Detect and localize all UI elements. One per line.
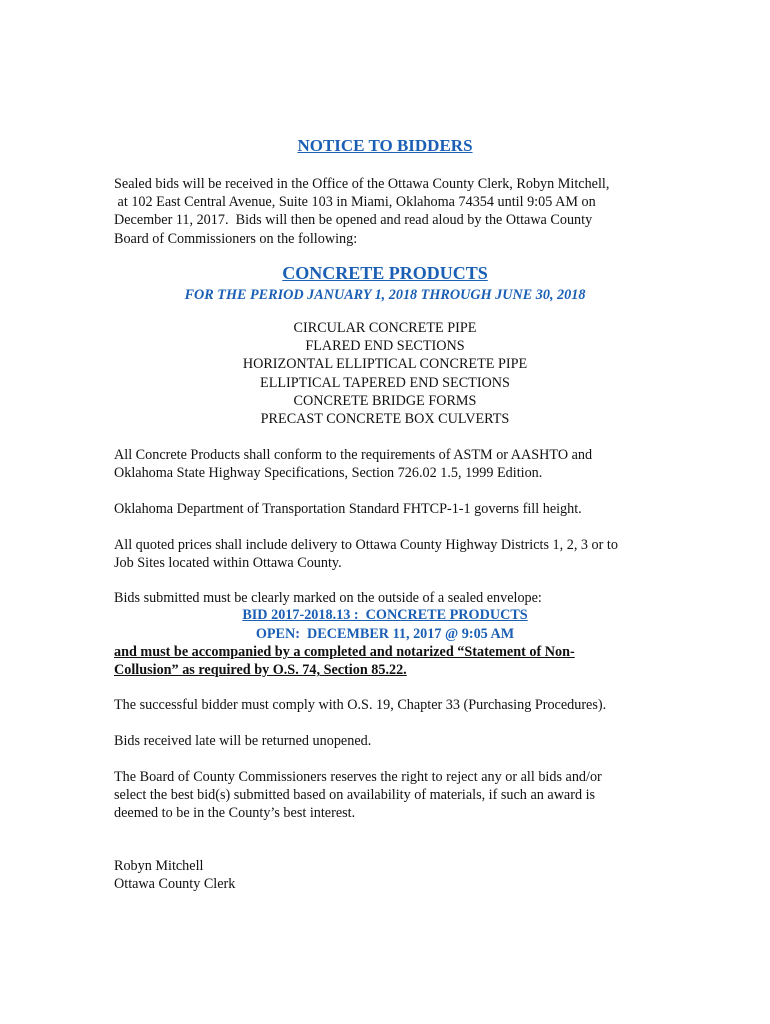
comply-line: The successful bidder must comply with O.S. 19, Chapter 33 (Purchasing Procedures). xyxy=(114,697,607,713)
signature-block xyxy=(114,857,662,893)
comply-paragraph xyxy=(114,696,662,714)
odot-paragraph xyxy=(114,500,662,518)
product-item: HORIZONTAL ELLIPTICAL CONCRETE PIPE xyxy=(242,356,528,373)
collusion-statement xyxy=(114,643,674,679)
bid-open-date: OPEN: DECEMBER 11, 2017 @ 9:05 AM xyxy=(255,626,515,642)
product-item: CIRCULAR CONCRETE PIPE xyxy=(293,320,477,336)
notice-title: NOTICE TO BIDDERS xyxy=(297,136,473,155)
collusion-line: and must be accompanied by a completed and notarized “Statement of Non- xyxy=(114,644,575,660)
intro-line: December 11, 2017. Bids will then be opened and read aloud by the Ottawa County xyxy=(114,212,593,229)
product-item: PRECAST CONCRETE BOX CULVERTS xyxy=(260,411,510,428)
delivery-line: All quoted prices shall include delivery to Ottawa County Highway Districts 1, 2, 3 or to xyxy=(114,537,618,553)
reserve-paragraph xyxy=(114,768,662,823)
late-paragraph xyxy=(114,732,662,750)
reserve-line: deemed to be in the County’s best interest. xyxy=(114,805,356,822)
product-item: FLARED END SECTIONS xyxy=(305,338,465,355)
bid-reference: BID 2017-2018.13 : CONCRETE PRODUCTS xyxy=(242,607,528,623)
late-line: Bids received late will be returned unopened. xyxy=(114,733,372,749)
intro-paragraph xyxy=(114,175,662,248)
product-item: ELLIPTICAL TAPERED END SECTIONS xyxy=(260,374,510,391)
delivery-line: Job Sites located within Ottawa County. xyxy=(114,555,342,572)
product-list xyxy=(0,319,770,428)
signature-title: Ottawa County Clerk xyxy=(114,876,236,893)
conform-line: All Concrete Products shall conform to the requirements of ASTM or AASHTO and xyxy=(114,447,593,463)
delivery-paragraph xyxy=(114,536,662,572)
subject-heading: CONCRETE PRODUCTS xyxy=(282,263,488,283)
product-item: CONCRETE BRIDGE FORMS xyxy=(293,392,477,409)
conform-line: Oklahoma State Highway Specifications, Section 726.02 1.5, 1999 Edition. xyxy=(114,465,543,482)
collusion-line: Collusion” as required by O.S. 74, Section 85.22. xyxy=(114,662,407,679)
reserve-line: The Board of County Commissioners reserves the right to reject any or all bids and/or xyxy=(114,769,602,785)
odot-line: Oklahoma Department of Transportation Standard FHTCP-1-1 governs fill height. xyxy=(114,501,582,517)
period-heading: FOR THE PERIOD JANUARY 1, 2018 THROUGH JUNE 30, 2018 xyxy=(184,287,586,303)
envelope-line: Bids submitted must be clearly marked on the outside of a sealed envelope: xyxy=(114,590,542,606)
intro-line: at 102 East Central Avenue, Suite 103 in Miami, Oklahoma 74354 until 9:05 AM on xyxy=(114,194,596,211)
signature-name: Robyn Mitchell xyxy=(114,858,204,874)
envelope-paragraph xyxy=(114,589,662,607)
intro-line: Board of Commissioners on the following: xyxy=(114,230,358,247)
intro-line: Sealed bids will be received in the Office of the Ottawa County Clerk, Robyn Mitchell, xyxy=(114,176,610,192)
reserve-line: select the best bid(s) submitted based on availability of materials, if such an award is xyxy=(114,787,596,804)
conform-paragraph xyxy=(114,446,662,482)
